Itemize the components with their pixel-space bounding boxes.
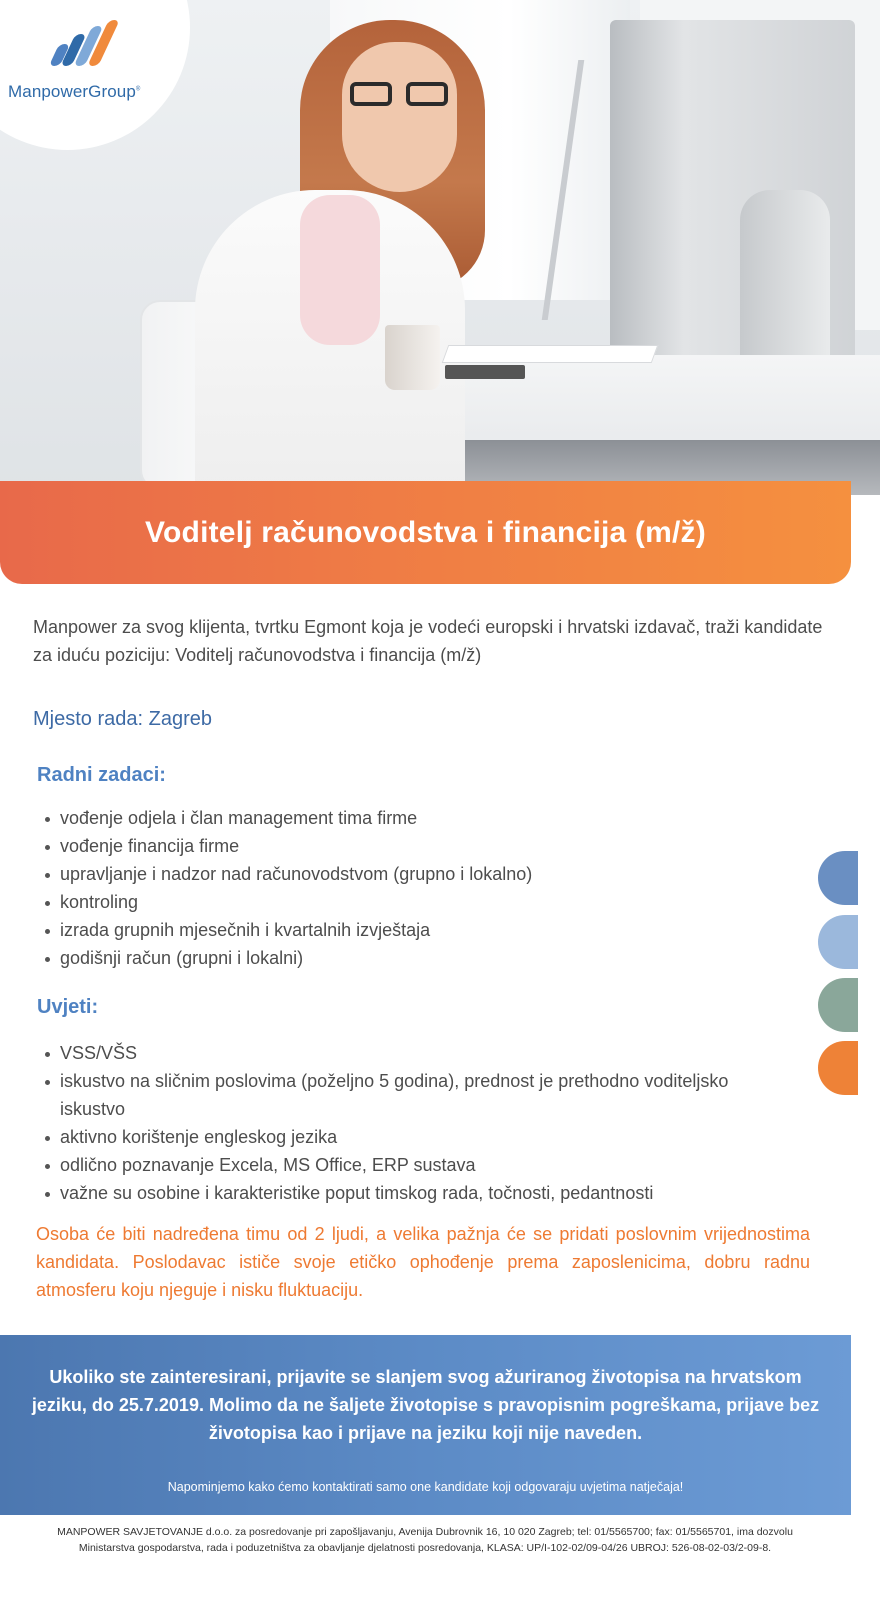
coffee-cup (385, 325, 440, 390)
tasks-list (36, 804, 776, 972)
glasses (350, 82, 450, 110)
person-face (342, 42, 457, 192)
person-shirt (300, 195, 380, 345)
list-item: vođenje financija firme (36, 832, 776, 860)
intro-text: Manpower za svog klijenta, tvrtku Egmont koja je vodeći europski i hrvatski izdavač, traži kandidate za iduću poziciju: Voditelj računovodstva i financija (m/ž) (33, 617, 823, 665)
requirements-list (36, 1039, 736, 1207)
side-tab-blue[interactable] (818, 851, 858, 905)
side-tab-green[interactable] (818, 978, 858, 1032)
footer-line: Ministarstva gospodarstva, rada i poduzetništva za obavljanje djelatnosti posredovanja, KLASA: UP/I-102-02/09-04/26 UBROJ: 526-08-02-03/2-09-8. (78, 1542, 772, 1554)
cta-text: Ukoliko ste zainteresirani, prijavite se slanjem svog ažuriranog životopisa na hrvatskom jeziku, do 25.7.2019. Molimo da ne šaljete životopise s pravopisnim pogreškama, prijave bez životopisa kao i prijave na jeziku koji nije naveden. (31, 1367, 820, 1443)
manpowergroup-logo (0, 0, 170, 110)
list-item: godišnji račun (grupni i lokalni) (36, 944, 776, 972)
application-cta (0, 1335, 851, 1515)
list-item: iskustvo na sličnim poslovima (poželjno 5 godina), prednost je prethodno voditeljsko iskustvo (36, 1067, 736, 1123)
list-item: vođenje odjela i član management tima firme (36, 804, 776, 832)
legal-footer (10, 1524, 840, 1556)
requirements-heading: Uvjeti: (37, 996, 99, 1018)
job-title: Voditelj računovodstva i financija (m/ž) (145, 515, 706, 549)
logo-bars-icon (50, 18, 120, 66)
work-location: Mjesto rada: Zagreb (33, 708, 212, 730)
cta-note: Napominjemo kako ćemo kontaktirati samo one kandidate koji odgovaraju uvjetima natječaja! (167, 1480, 684, 1494)
list-item: VSS/VŠS (36, 1039, 736, 1067)
list-item: upravljanje i nadzor nad računovodstvom (grupno i lokalno) (36, 860, 776, 888)
footer-line: MANPOWER SAVJETOVANJE d.o.o. za posredovanje pri zapošljavanju, Avenija Dubrovnik 16, 10 020 Zagreb; tel: 01/5565700; fax: 01/5565701, ima dozvolu (57, 1526, 793, 1538)
title-banner (0, 481, 851, 584)
list-item: aktivno korištenje engleskog jezika (36, 1123, 736, 1151)
list-item: kontroling (36, 888, 776, 916)
side-tab-orange[interactable] (818, 1041, 858, 1095)
logo-wordmark: ManpowerGroup® (8, 82, 141, 101)
employer-note: Osoba će biti nadređena timu od 2 ljudi, a velika pažnja će se pridati poslovnim vrijednostima kandidata. Poslodavac ističe svoje etičko ophođenje prema zaposlenicima, dobru radnu atmosferu koju njeguje i nisku fluktuaciju. (36, 1224, 810, 1300)
list-item: odlično poznavanje Excela, MS Office, ERP sustava (36, 1151, 736, 1179)
tasks-heading: Radni zadaci: (37, 764, 166, 786)
notebook (445, 365, 525, 379)
list-item: izrada grupnih mjesečnih i kvartalnih izvještaja (36, 916, 776, 944)
list-item: važne su osobine i karakteristike poput timskog rada, točnosti, pedantnosti (36, 1179, 736, 1207)
papers (442, 345, 659, 363)
side-tab-light-blue[interactable] (818, 915, 858, 969)
